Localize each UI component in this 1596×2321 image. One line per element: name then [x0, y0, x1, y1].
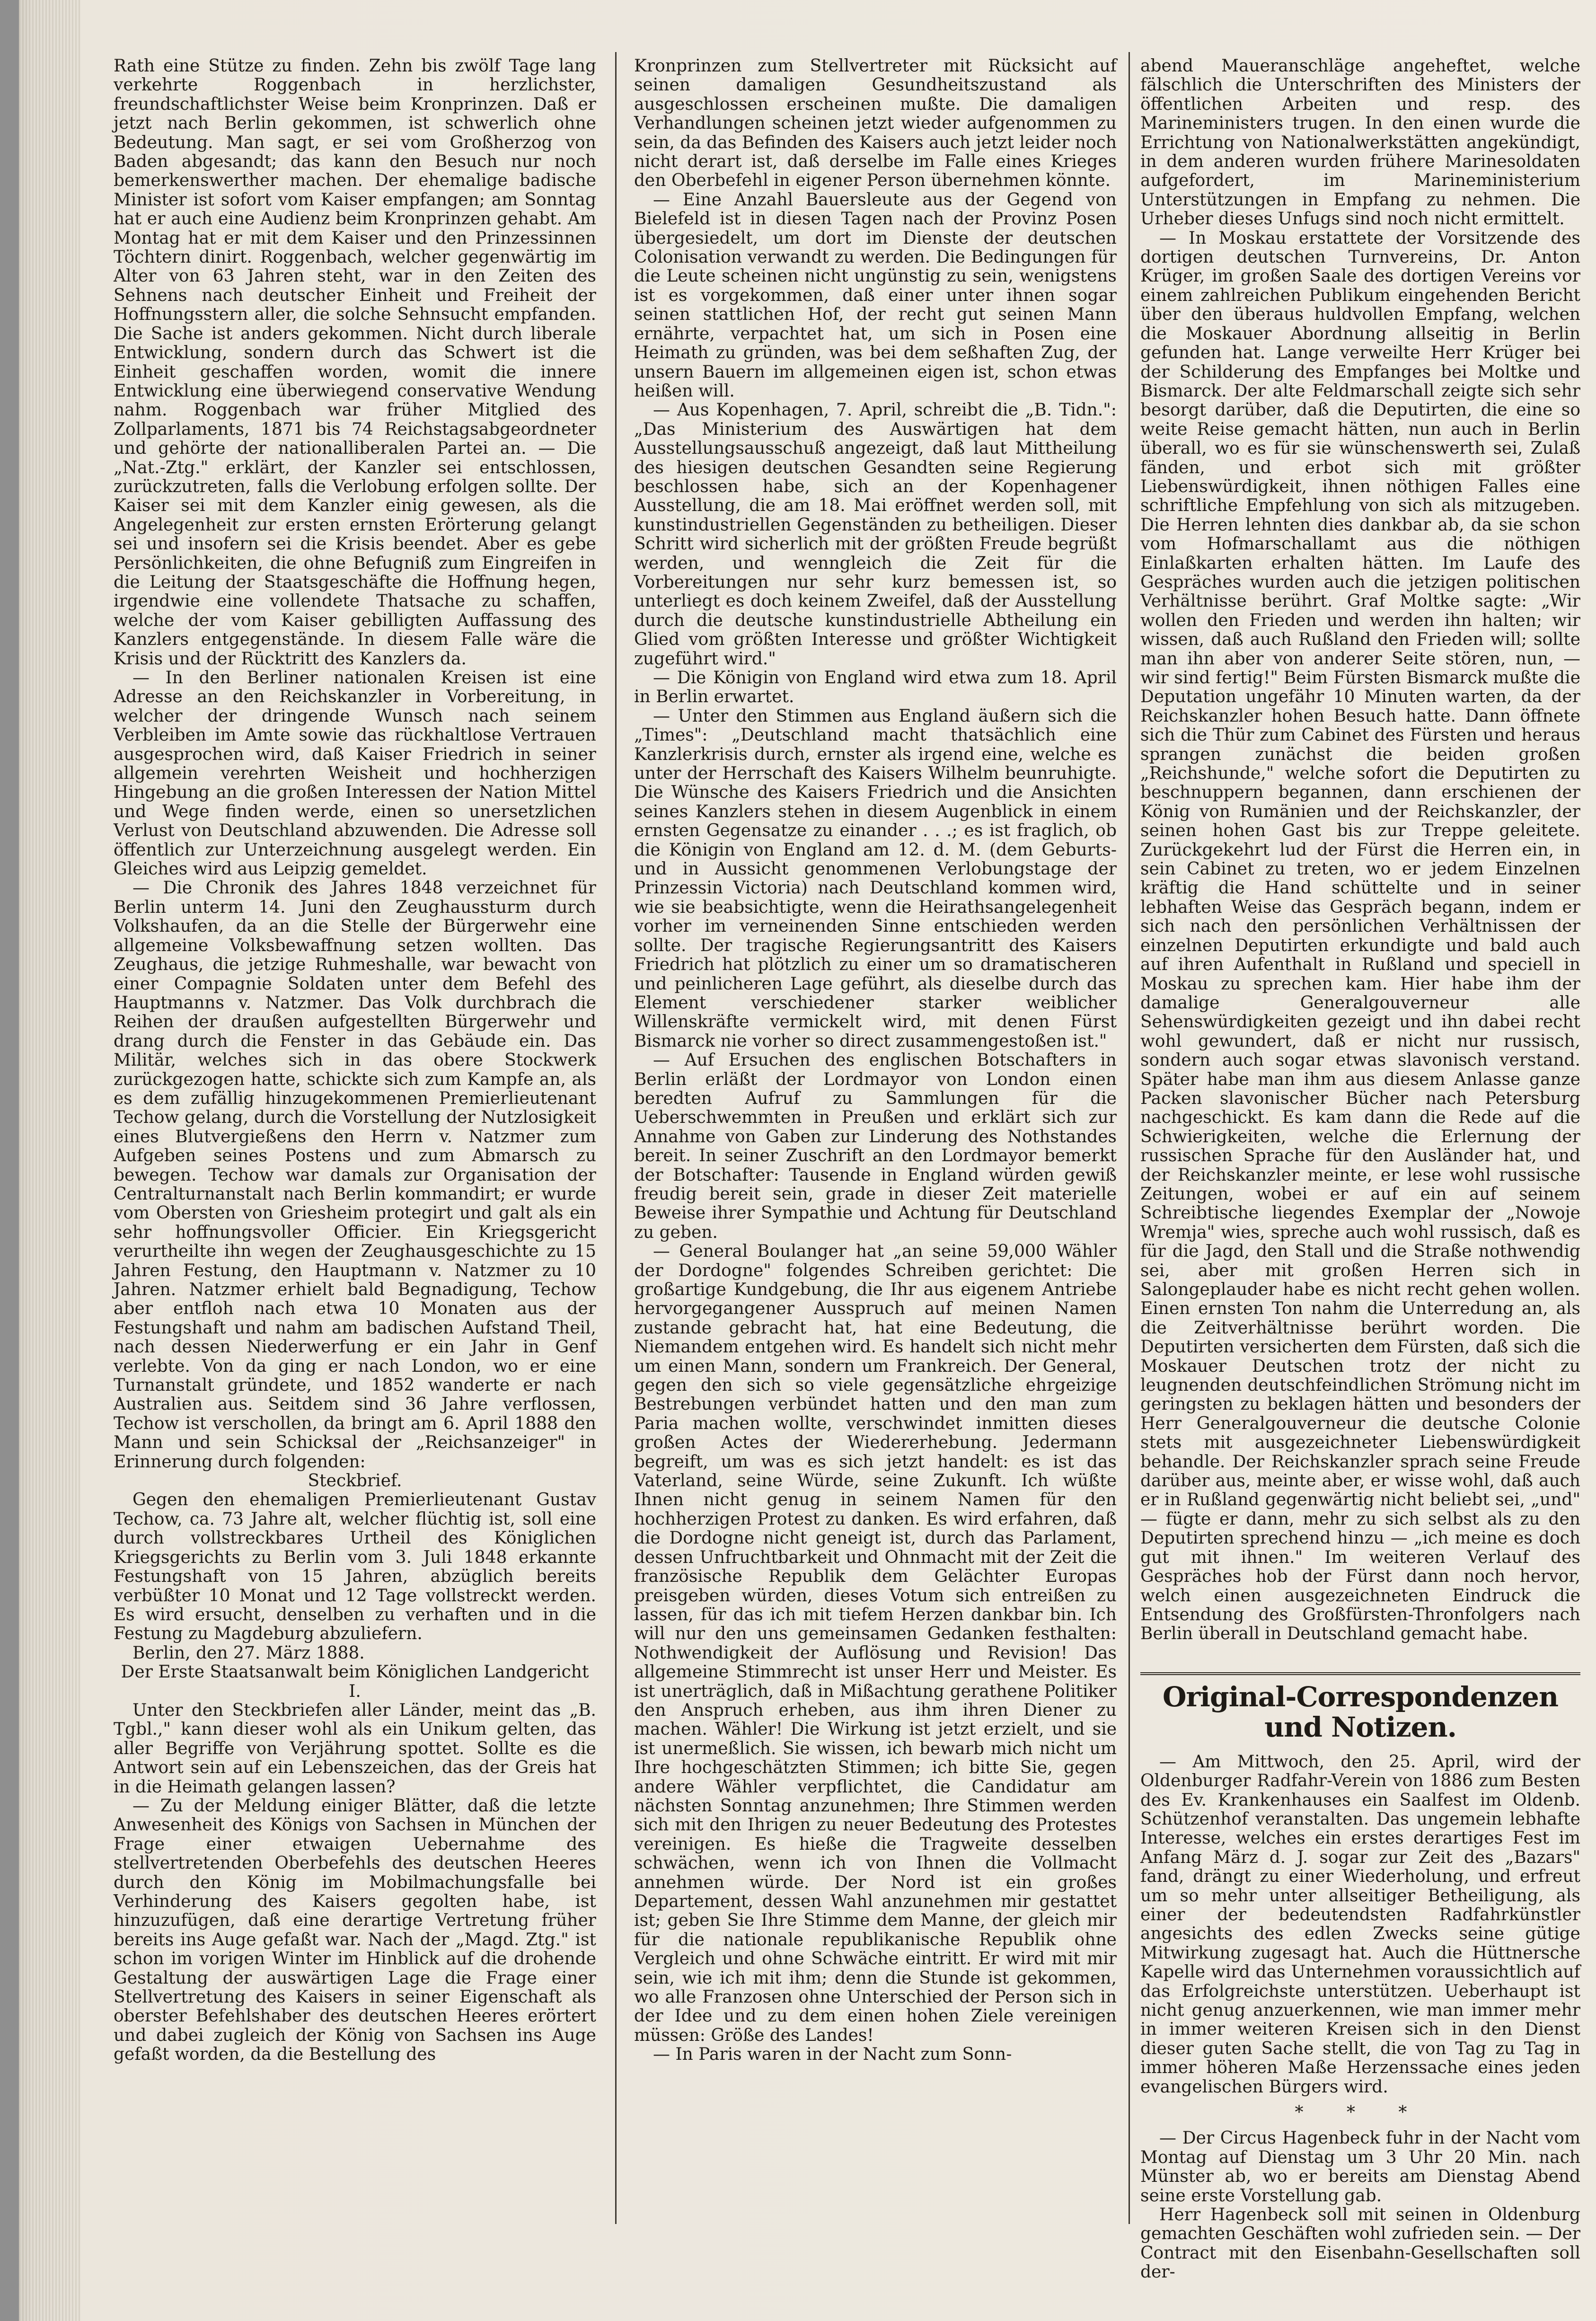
article-paragraph: — In Paris waren in der Nacht zum Sonn-: [653, 2045, 1012, 2065]
article-paragraph: — Auf Ersuchen des englischen Botschafters in Berlin erläßt der Lordmayor von London einen beredten Aufruf zu Sammlungen für die Ueberschwemmten in Preußen und erklärt sich zur Annahme von Gaben zur Linderung des Nothstandes bereit. In seiner Zuschrift an den Lordmayor bemerkt der Botschafter: Tausende in England würden gewiß freudig bereit sein, grade in dieser Zeit materielle Beweise ihrer Sympathie und Achtung für Deutschland zu geben.: [634, 1050, 1117, 1242]
article-paragraph: — Der Circus Hagenbeck fuhr in der Nacht vom Montag auf Dienstag um 3 Uhr 20 Min. nach Münster ab, wo er bereits am Dienstag Abend seine erste Vorstellung gab.: [1140, 2128, 1580, 2206]
column-middle: [634, 57, 1117, 2215]
article-paragraph: abend Maueranschläge angeheftet, welche fälschlich die Unterschriften des Ministers der öffentlichen Arbeiten und resp. des Marineministers trugen. In den einen wurde die Errichtung von Nationalwerkstätten angekündigt, in dem anderen wurden frühere Marinesoldaten aufgefordert, im Marineministerium Unterstützungen in Empfang zu nehmen. Die Urheber dieses Unfugs sind noch nicht ermittelt.: [1140, 56, 1580, 229]
article-paragraph: — Aus Kopenhagen, 7. April, schreibt die „B. Tidn.": „Das Ministerium des Auswärtigen hat dem Ausstellungsausschuß angezeigt, daß laut Mittheilung des hiesigen deutschen Gesandten seine Regierung beschlossen habe, sich an der Kopenhagener Ausstellung, die am 18. Mai eröffnet werden soll, mit kunstindustriellen Gegenständen zu betheiligen. Dieser Schritt wird sicherlich mit der größten Freude begrüßt werden, und wenngleich die Zeit für die Vorbereitungen nur sehr kurz bemessen ist, so unterliegt es doch keinem Zweifel, daß der Ausstellung durch die deutsche kunstindustrielle Abtheilung ein Glied vom größten Interesse und größter Wichtigkeit zugeführt wird.": [634, 400, 1117, 669]
column-left: [114, 57, 596, 2215]
article-paragraph: Rath eine Stütze zu finden. Zehn bis zwölf Tage lang verkehrte Roggenbach in herzlichster, freundschaftlichster Weise beim Kronprinzen. Daß er jetzt nach Berlin gekommen, ist schwerlich ohne Bedeutung. Man sagt, er sei vom Großherzog von Baden abgesandt; das kann den Besuch nur noch bemerkenswerther machen. Der ehemalige badische Minister ist sofort vom Kaiser empfangen; am Sonntag hat er auch eine Audienz beim Kronprinzen gehabt. Am Montag hat er mit dem Kaiser und den Prinzessinnen Töchtern dinirt. Roggenbach, welcher gegenwärtig im Alter von 63 Jahren steht, war in den Zeiten des Sehnens nach deutscher Einheit und Freiheit der Hoffnungsstern aller, die solche Sehnsucht empfanden. Die Sache ist anders gekommen. Nicht durch liberale Entwicklung, sondern durch das Schwert ist die Einheit geschaffen worden, womit die innere Entwicklung eine überwiegend conservative Wendung nahm. Roggenbach war früher Mitglied des Zollparlaments, 1871 bis 74 Reichstagsabgeordneter und gehörte der nationalliberalen Partei an. — Die „Nat.-Ztg." erklärt, der Kanzler sei entschlossen, zurückzutreten, falls die Verlobung erfolgen sollte. Der Kaiser sei mit dem Kanzler einig gewesen, als die Angelegenheit zur ersten ernsten Erörterung gelangt sei und insofern sei die Krisis beendet. Aber es gebe Persönlichkeiten, die ohne Befugniß zum Eingreifen in die Leitung der Staatsgeschäfte die Hoffnung hegen, irgendwie eine vollendete Thatsache zu schaffen, welche der vom Kaiser gebilligten Auffassung des Kanzlers entgegenstände. In diesem Falle wäre die Krisis und der Rücktritt des Kanzlers da.: [114, 56, 596, 669]
article-paragraph: — Unter den Stimmen aus England äußern sich die „Times": „Deutschland macht thatsächlich eine Kanzlerkrisis durch, ernster als irgend eine, welche es unter der Herrschaft des Kaisers Wilhelm beunruhigte. Die Wünsche des Kaisers Friedrich und die Ansichten seines Kanzlers stehen in diesem Augenblick in einem ernsten Gegensatze zu einander . . .; es ist fraglich, ob die Königin von England am 12. d. M. (dem Geburts- und in Aussicht genommenen Verlobungstage der Prinzessin Victoria) nach Deutschland kommen wird, wie sie beabsichtigte, wenn die Heirathsangelegenheit vorher im verneinenden Sinne entschieden werden sollte. Der tragische Regierungsantritt des Kaisers Friedrich hat plötzlich zu einer um so dramatischeren und peinlicheren Lage geführt, als dieselbe durch das Element verschiedener starker weiblicher Willenskräfte vermickelt wird, mit denen Fürst Bismarck nie vorher so direct zusammengestoßen ist.": [634, 706, 1117, 1051]
column-right: [1140, 56, 1580, 2282]
column-rule: [615, 52, 617, 2224]
article-paragraph: Berlin, den 27. März 1888.: [132, 1643, 365, 1663]
article-paragraph: — Die Königin von England wird etwa zum 18. April in Berlin erwartet.: [634, 668, 1117, 707]
binding-edge: [19, 0, 80, 2321]
article-paragraph: — Zu der Meldung einiger Blätter, daß die letzte Anwesenheit des Königs von Sachsen in München der Frage einer etwaigen Uebernahme des stellvertretenden Oberbefehls des deutschen Heeres durch den König im Mobilmachungsfalle bei Verhinderung des Kaisers gegolten habe, ist hinzuzufügen, daß eine derartige Vertretung früher bereits ins Auge gefaßt war. Nach der „Magd. Ztg." ist schon im vorigen Winter im Hinblick auf die drohende Gestaltung der auswärtigen Lage die Frage einer Stellvertretung des Kaisers in seiner Eigenschaft als oberster Befehlshaber des deutschen Heeres erörtert und dabei zugleich der König von Sachsen ins Auge gefaßt worden, da die Bestellung des: [114, 1796, 596, 2065]
article-paragraph: Steckbrief.: [308, 1471, 402, 1491]
article-paragraph: Herr Hagenbeck soll mit seinen in Oldenburg gemachten Geschäften wohl zufrieden sein. — Der Contract mit den Eisenbahn-Gesellschaften soll der-: [1140, 2205, 1580, 2282]
article-paragraph: — General Boulanger hat „an seine 59,000 Wähler der Dordogne" folgendes Schreiben gerichtet: Die großartige Kundgebung, die Ihr aus eigenem Antriebe hervorgegangener Ausspruch auf meinen Namen zustande gebracht hat, hat eine Bedeutung, die Niemandem entgehen wird. Es handelt sich nicht mehr um einen Mann, sondern um Frankreich. Der General, gegen den sich so viele gegensätzliche ehrgeizige Bestrebungen verbündet hatten und den man zum Paria machen wollte, verschwindet inmitten dieses großen Actes der Wiedererhebung. Jedermann begreift, um was es sich jetzt handelt: es ist das Vaterland, seine Würde, seine Zukunft. Ich wüßte Ihnen nicht genug in seinem Namen für den hochherzigen Protest zu danken. Es wird erfahren, daß die Dordogne nicht geneigt ist, durch das Parlament, dessen Unfruchtbarkeit und Ohnmacht mit der Zeit die französische Republik dem Gelächter Europas preisgeben würden, dieses Votum sich entreißen zu lassen, für das ich mit tiefem Herzen dankbar bin. Ich will nur den uns gemeinsamen Gedanken festhalten: Nothwendigkeit der Auflösung und Revision! Das allgemeine Stimmrecht ist unser Herr und Meister. Es ist unerträglich, daß in Mißachtung gerathene Politiker den Anspruch erheben, aus ihm ihren Diener zu machen. Wähler! Die Wirkung ist jetzt erzielt, und sie ist unermeßlich. Sie wissen, ich bewarb mich nicht um Ihre hochgeschätzten Stimmen; ich bitte Sie, gegen andere Wähler verpflichtet, die Candidatur am nächsten Sonntag anzunehmen; Ihre Stimmen werden sich mit den Ihrigen zu neuer Bedeutung des Protestes vereinigen. Es hieße die Tragweite desselben schwächen, wenn ich von Ihnen die Vollmacht annehmen würde. Der Nord ist ein großes Departement, dessen Wahl anzunehmen mir gestattet ist; geben Sie Ihre Stimme dem Manne, der gleich mir für die nationale republikanische Republik ohne Vergleich und ohne Schwäche eintritt. Er wird mit mir sein, wie ich mit ihm; denn die Stunde ist gekommen, wo alle Franzosen ohne Unterschied der Person sich in der Idee und zu dem einen hohen Ziele vereinigen müssen: Größe des Landes!: [634, 1242, 1117, 2045]
article-paragraph: Kronprinzen zum Stellvertreter mit Rücksicht auf seinen damaligen Gesundheitszustand als ausgeschlossen erscheinen mußte. Die damaligen Verhandlungen scheinen jetzt wieder aufgenommen zu sein, da das Befinden des Kaisers auch jetzt leider noch nicht derart ist, daß derselbe im Falle eines Krieges den Oberbefehl in eigener Person übernehmen könnte.: [634, 56, 1117, 191]
article-paragraph: — Die Chronik des Jahres 1848 verzeichnet für Berlin unterm 14. Juni den Zeughaussturm durch Volkshaufen, da an die Stelle der Bürgerwehr eine allgemeine Volksbewaffnung setzen wollten. Das Zeughaus, die jetzige Ruhmeshalle, war bewacht von einer Compagnie Soldaten unter dem Befehl des Hauptmanns v. Natzmer. Das Volk durchbrach die Reihen der draußen aufgestellten Bürgerwehr und drang durch die Fenster in das Gebäude ein. Das Militär, welches sich in das obere Stockwerk zurückgezogen hatte, schickte sich zum Kampfe an, als es dem zufällig hinzugekommenen Premierlieutenant Techow gelang, durch die Vorstellung der Nutzlosigkeit eines Blutvergießens den Herrn v. Natzmer zum Aufgeben seines Postens und zum Abmarsch zu bewegen. Techow war damals zur Organisation der Centralturnanstalt nach Berlin kommandirt; er wurde vom Obersten von Griesheim protegirt und galt als ein sehr hoffnungsvoller Officier. Ein Kriegsgericht verurtheilte ihn wegen der Zeughausgeschichte zu 15 Jahren Festung, den Hauptmann v. Natzmer zu 10 Jahren. Natzmer erhielt bald Begnadigung, Techow aber entfloh nach etwa 10 Monaten aus der Festungshaft und nahm am badischen Aufstand Theil, nach dessen Niederwerfung er ein Jahr in Genf verlebte. Von da ging er nach London, wo er eine Turnanstalt gründete, und 1852 wanderte er nach Australien aus. Seitdem sind 36 Jahre verflossen, Techow ist verschollen, da bringt am 6. April 1888 den Mann und sein Schicksal der „Reichsanzeiger" in Erinnerung durch folgenden:: [114, 878, 596, 1472]
article-paragraph: — In den Berliner nationalen Kreisen ist eine Adresse an den Reichskanzler in Vorbereitung, in welcher der dringende Wunsch nach seinem Verbleiben im Amte sowie das rückhaltlose Vertrauen ausgesprochen wird, daß Kaiser Friedrich in seiner allgemein verehrten Weisheit und hochherzigen Hingebung an die großen Interessen der Nation Mittel und Wege finden werde, einen so unersetzlichen Verlust von Deutschland abzuwenden. Die Adresse soll öffentlich zur Unterzeichnung ausgelegt werden. Ein Gleiches wird aus Leipzig gemeldet.: [114, 668, 596, 879]
separator-stars: * * *: [1295, 2103, 1426, 2123]
column-rule: [1129, 52, 1130, 2224]
article-paragraph: Gegen den ehemaligen Premierlieutenant Gustav Techow, ca. 73 Jahre alt, welcher flüchtig ist, soll eine durch vollstreckbares Urtheil des Königlichen Kriegsgerichts zu Berlin vom 3. Juli 1848 erkannte Festungshaft von 15 Jahren, abzüglich bereits verbüßter 10 Monat und 12 Tage vollstreckt werden. Es wird ersucht, denselben zu verhaften und in die Festung zu Magdeburg abzuliefern.: [114, 1490, 596, 1644]
article-paragraph: Unter den Steckbriefen aller Länder, meint das „B. Tgbl.," kann dieser wohl als ein Unikum gelten, das aller Begriffe von Verjährung spottet. Sollte es die Antwort sein auf ein Lebenszeichen, das der Greis hat in die Heimath gelangen lassen?: [114, 1700, 596, 1797]
section-heading: Original-Correspondenzen und Notizen.: [1140, 1672, 1580, 1745]
article-paragraph: — Am Mittwoch, den 25. April, wird der Oldenburger Radfahr-Verein von 1886 zum Besten des Ev. Krankenhauses ein Saalfest im Oldenb. Schützenhof veranstalten. Das ungemein lebhafte Interesse, welches ein erstes derartiges Fest im Anfang März d. J. sogar zur Zeit des „Bazars" fand, drängt zu einer Wiederholung, und erfreut um so mehr unter allseitiger Betheiligung, als einer der bedeutendsten Radfahrkünstler angesichts des edlen Zwecks seine gütige Mitwirkung zugesagt hat. Auch die Hüttnersche Kapelle wird das Unternehmen voraussichtlich auf das Erfolgreichste unterstützen. Ueberhaupt ist nicht genug anzuerkennen, wie man immer mehr in immer weiteren Kreisen sich in den Dienst dieser guten Sache stellt, die von Tag zu Tag in immer höheren Maße Herzenssache eines jeden evangelischen Bürgers wird.: [1140, 1752, 1580, 2097]
article-paragraph: — In Moskau erstattete der Vorsitzende des dortigen deutschen Turnvereins, Dr. Anton Krüger, im großen Saale des dortigen Vereins vor einem zahlreichen Publikum eingehenden Bericht über den überaus huldvollen Empfang, welchen die Moskauer Abordnung allseitig in Berlin gefunden hat. Lange verweilte Herr Krüger bei der Schilderung des Empfanges bei Moltke und Bismarck. Der alte Feldmarschall zeigte sich sehr besorgt darüber, daß die Deputirten, die eine so weite Reise gemacht hätten, nun auch in Berlin überall, wo es für sie wünschenswerth sei, Zulaß fänden, und erbot sich mit größter Liebenswürdigkeit, ihnen nöthigen Falles eine schriftliche Empfehlung von sich als mitzugeben. Die Herren lehnten dies dankbar ab, da sie schon vom Hofmarschallamt aus die nöthigen Einlaßkarten erhalten hätten. Im Laufe des Gespräches wurden auch die jetzigen politischen Verhältnisse berührt. Graf Moltke sagte: „Wir wollen den Frieden und werden ihn halten; wir wissen, daß auch Rußland den Frieden will; sollte man ihn aber von anderer Seite stören, nun, — wir sind fertig!" Beim Fürsten Bismarck mußte die Deputation ungefähr 10 Minuten warten, da der Reichskanzler hohen Besuch hatte. Dann öffnete sich die Thür zum Cabinet des Fürsten und heraus sprangen zunächst die beiden großen „Reichshunde," welche sofort die Deputirten zu beschnuppern begannen, dann erschienen der König von Rumänien und der Reichskanzler, der seinen hohen Gast bis zur Treppe geleitete. Zurückgekehrt lud der Fürst die Herren ein, in sein Cabinet zu treten, wo er jedem Einzelnen kräftig die Hand schüttelte und in seiner lebhaften Weise das Gespräch begann, indem er sich nach den persönlichen Verhältnissen der einzelnen Deputirten erkundigte und bald auch auf ihren Aufenthalt in Rußland und speciell in Moskau zu sprechen kam. Hier habe ihm der damalige Generalgouverneur alle Sehenswürdigkeiten gezeigt und ihn dabei recht wohl gewundert, daß er nicht nur russisch, sondern auch sogar etwas slavonisch verstand. Später habe man ihm aus diesem Anlasse ganze Packen slavonischer Bücher nach Petersburg nachgeschickt. Es kam dann die Rede auf die Schwierigkeiten, welche die Erlernung der russischen Sprache für den Ausländer hat, und der Reichskanzler meinte, er lese wohl russische Zeitungen, wobei er auf ein auf seinem Schreibtische liegendes Exemplar der „Nowoje Wremja" wies, spreche auch wohl russisch, daß es für die Jagd, den Stall und die Straße nothwendig sei, aber mit großen Herren sich in Salongeplauder habe es nicht recht gehen wollen. Einen ernsten Ton nahm die Unterredung an, als die Zeitverhältnisse berührt worden. Die Deputirten versicherten dem Fürsten, daß sich die Moskauer Deutschen trotz der nicht zu leugnenden deutschfeindlichen Strömung nicht im geringsten zu beklagen hätten und besonders der Herr Generalgouverneur die deutsche Colonie stets mit ausgezeichneter Liebenswürdigkeit behandle. Der Reichskanzler sprach seine Freude darüber aus, meinte aber, er wisse wohl, daß auch er in Rußland gegenwärtig nicht beliebt sei, „und" — fügte er dann, mehr zu sich selbst als zu den Deputirten sprechend hinzu — „ich meine es doch gut mit ihnen." Im weiteren Verlauf des Gespräches hob der Fürst dann noch hervor, welch einen ausgezeichneten Eindruck die Entsendung des Großfürsten-Thronfolgers nach Berlin überall in Deutschland gemacht habe.: [1140, 228, 1580, 1644]
article-paragraph: — Eine Anzahl Bauersleute aus der Gegend von Bielefeld ist in diesen Tagen nach der Provinz Posen übergesiedelt, um dort im Dienste der deutschen Colonisation verwandt zu werden. Die Bedingungen für die Leute scheinen nicht ungünstig zu sein, wenigstens ist es vorgekommen, daß einer unter ihnen sogar seinen stattlichen Hof, der recht gut seinen Mann ernährte, verpachtet hat, um sich in Posen eine Heimath zu gründen, was bei dem seßhaften Zug, der unsern Bauern im allgemeinen eigen ist, schon etwas heißen will.: [634, 190, 1117, 401]
article-paragraph: Der Erste Staatsanwalt beim Königlichen Landgericht I.: [121, 1662, 589, 1701]
